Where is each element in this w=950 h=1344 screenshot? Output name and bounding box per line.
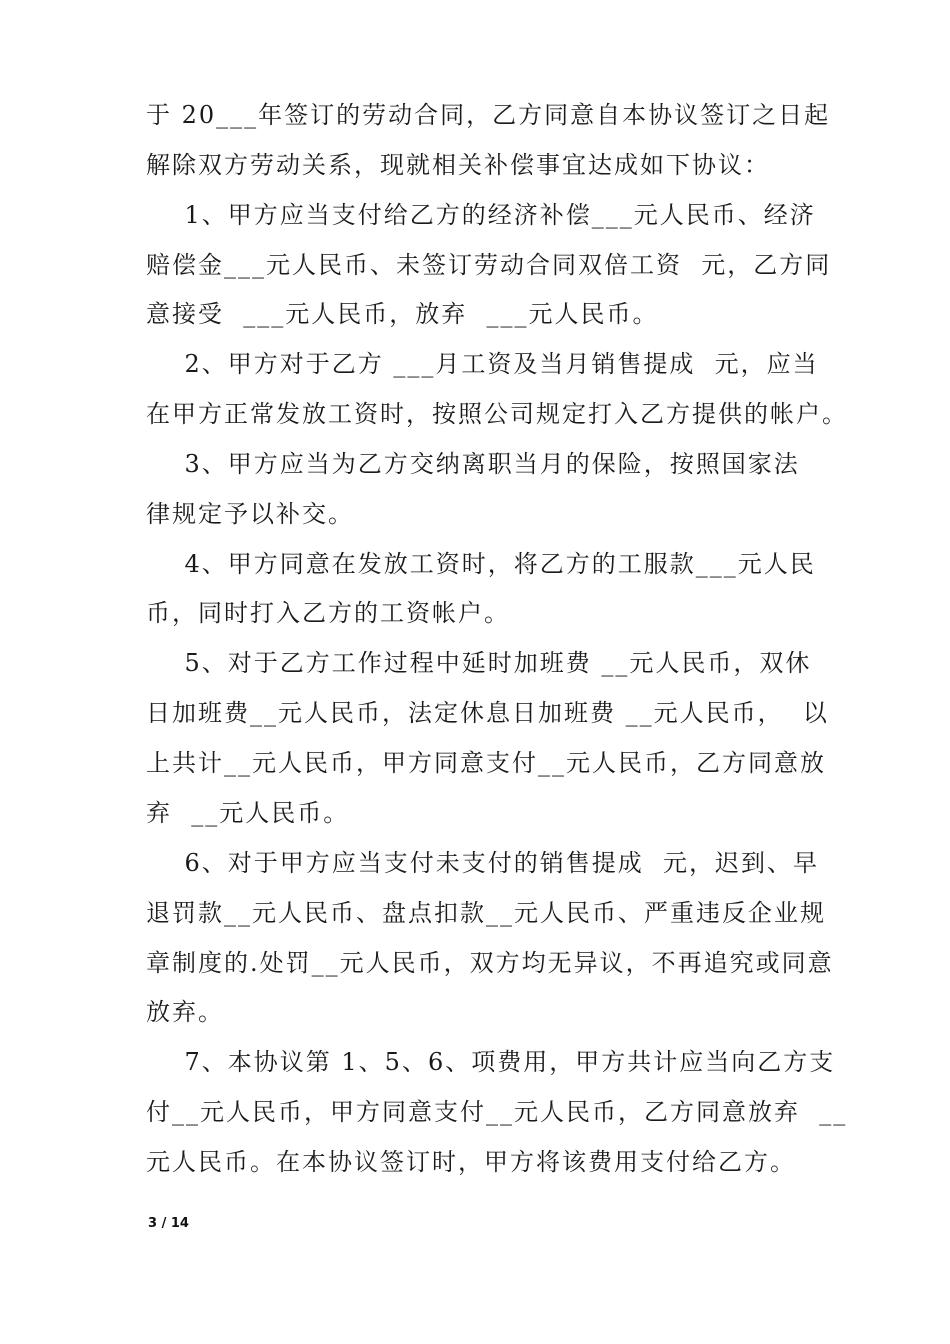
text-line: 5、对于乙方工作过程中延时加班费 __元人民币，双休 (146, 649, 812, 677)
text-line: 在甲方正常发放工资时，按照公司规定打入乙方提供的帐户。 (146, 400, 848, 428)
text-line: 4、甲方同意在发放工资时，将乙方的工服款___元人民 (146, 550, 816, 578)
text-line: 7、本协议第 1、5、6、项费用，甲方共计应当向乙方支 (146, 1048, 836, 1076)
text-line: 付__元人民币，甲方同意支付__元人民币，乙方同意放弃 __ (146, 1098, 848, 1126)
text-line: 日加班费__元人民币，法定休息日加班费 __元人民币， 以 (146, 699, 829, 727)
text-line: 意接受 ___元人民币，放弃 ___元人民币。 (146, 300, 659, 328)
text-line: 律规定予以补交。 (146, 500, 354, 528)
text-line: 章制度的.处罚__元人民币，双方均无异议，不再追究或同意 (146, 949, 834, 977)
text-line: 弃 __元人民币。 (146, 799, 350, 827)
text-line: 6、对于甲方应当支付未支付的销售提成 元，迟到、早 (146, 849, 820, 877)
text-line: 2、甲方对于乙方 ___月工资及当月销售提成 元，应当 (146, 350, 819, 378)
text-line: 1、甲方应当支付给乙方的经济补偿___元人民币、经济 (146, 201, 816, 229)
text-line: 币，同时打入乙方的工资帐户。 (146, 599, 510, 627)
page-indicator: 3 / 14 (148, 1216, 189, 1231)
text-line: 元人民币。在本协议签订时，甲方将该费用支付给乙方。 (146, 1148, 796, 1176)
text-line: 退罚款__元人民币、盘点扣款__元人民币、严重违反企业规 (146, 899, 826, 927)
text-line: 赔偿金___元人民币、未签订劳动合同双倍工资 元，乙方同 (146, 251, 832, 279)
text-line: 放弃。 (146, 998, 224, 1026)
text-line: 上共计__元人民币，甲方同意支付__元人民币，乙方同意放 (146, 749, 826, 777)
text-line: 3、甲方应当为乙方交纳离职当月的保险，按照国家法 (146, 450, 800, 478)
text-line: 于 20___年签订的劳动合同，乙方同意自本协议签订之日起 (146, 101, 831, 129)
text-line: 解除双方劳动关系，现就相关补偿事宜达成如下协议： (146, 151, 770, 179)
